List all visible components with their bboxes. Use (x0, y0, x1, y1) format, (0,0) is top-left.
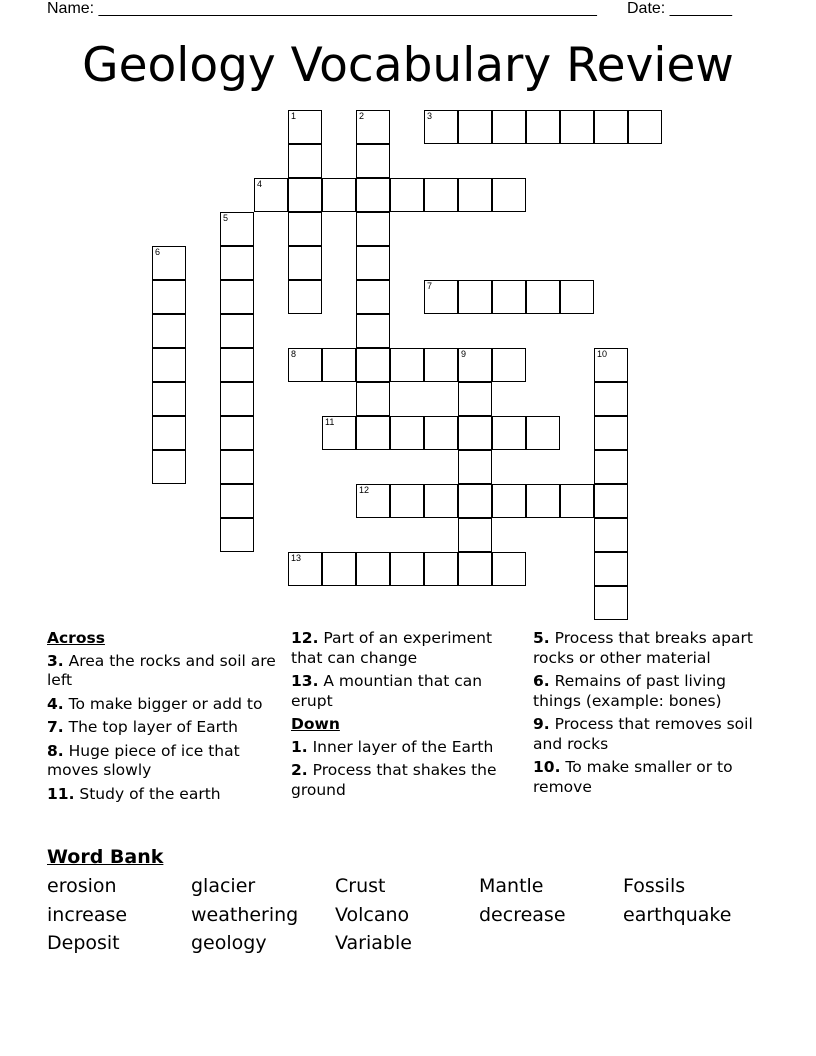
grid-cell[interactable] (424, 280, 458, 314)
grid-cell[interactable] (594, 110, 628, 144)
clue (47, 695, 279, 715)
clue-number: 9. (533, 715, 550, 733)
clue-number: 6 (155, 247, 161, 257)
grid-cell[interactable] (492, 416, 526, 450)
clue-number: 11. (47, 784, 75, 803)
grid-cell[interactable] (356, 110, 390, 144)
grid-cell[interactable] (288, 110, 322, 144)
word-bank-item: earthquake (623, 903, 732, 926)
word-bank-item: decrease (479, 903, 566, 926)
clue-number: 7. (47, 718, 64, 736)
grid-cell[interactable] (288, 552, 322, 586)
clue-number: 1. (291, 737, 308, 756)
grid-cell[interactable] (390, 552, 424, 586)
grid-cell[interactable] (526, 416, 560, 450)
grid-cell[interactable] (458, 178, 492, 212)
grid-cell[interactable] (322, 552, 356, 586)
clue-number: 10. (533, 758, 561, 776)
word-bank-item: weathering (191, 903, 299, 926)
grid-cell[interactable] (458, 484, 492, 518)
grid-cell[interactable] (356, 552, 390, 586)
grid-cell[interactable] (390, 416, 424, 450)
grid-cell[interactable] (560, 110, 594, 144)
grid-cell[interactable] (390, 484, 424, 518)
word-bank-item: glacier (191, 875, 256, 897)
grid-cell[interactable] (356, 382, 390, 416)
word-bank-item: Crust (335, 875, 386, 897)
clues-column-2 (291, 629, 523, 804)
clue (47, 785, 279, 805)
clue-number: 9 (461, 349, 467, 359)
grid-cell[interactable] (356, 484, 390, 518)
grid-cell[interactable] (220, 280, 254, 314)
grid-cell[interactable] (594, 450, 628, 484)
clue-number: 2. (291, 761, 308, 779)
grid-cell[interactable] (492, 348, 526, 382)
grid-cell[interactable] (356, 144, 390, 178)
grid-cell[interactable] (152, 450, 186, 484)
grid-cell[interactable] (356, 178, 390, 212)
section-heading-across: Across (47, 629, 105, 647)
grid-cell[interactable] (220, 246, 254, 280)
clue-number: 8 (291, 349, 297, 359)
page-title: Geology Vocabulary Review (82, 38, 734, 93)
clue (291, 761, 523, 800)
grid-cell[interactable] (458, 348, 492, 382)
grid-cell[interactable] (390, 178, 424, 212)
grid-cell[interactable] (220, 314, 254, 348)
grid-cell[interactable] (560, 484, 594, 518)
grid-cell[interactable] (594, 518, 628, 552)
clue-text: To make bigger or add to (63, 694, 263, 713)
grid-cell[interactable] (220, 518, 254, 552)
word-bank-item: erosion (47, 875, 117, 897)
grid-cell[interactable] (492, 552, 526, 586)
section-heading-down: Down (291, 715, 340, 733)
grid-cell[interactable] (594, 416, 628, 450)
grid-cell[interactable] (458, 110, 492, 144)
clue (47, 742, 279, 781)
grid-cell[interactable] (356, 416, 390, 450)
grid-cell[interactable] (220, 382, 254, 416)
grid-cell[interactable] (152, 246, 186, 280)
grid-cell[interactable] (322, 348, 356, 382)
grid-cell[interactable] (220, 348, 254, 382)
grid-cell[interactable] (424, 178, 458, 212)
grid-cell[interactable] (152, 348, 186, 382)
grid-cell[interactable] (458, 518, 492, 552)
grid-cell[interactable] (424, 348, 458, 382)
grid-cell[interactable] (458, 382, 492, 416)
clue-number: 3 (427, 111, 433, 121)
grid-cell[interactable] (628, 110, 662, 144)
clue-number: 5. (533, 629, 550, 647)
word-bank-item: Volcano (335, 903, 410, 926)
clue-text: Huge piece of ice that moves slowly (47, 741, 240, 779)
word-bank-item: increase (47, 903, 128, 926)
clue (533, 715, 773, 754)
clue-number: 10 (597, 349, 608, 359)
clue-number: 6. (533, 672, 550, 690)
grid-cell[interactable] (424, 110, 458, 144)
grid-cell[interactable] (526, 110, 560, 144)
grid-cell[interactable] (220, 212, 254, 246)
grid-cell[interactable] (356, 314, 390, 348)
grid-cell[interactable] (492, 110, 526, 144)
clue-text: Process that breaks apart rocks or other material (533, 629, 753, 667)
name-field[interactable]: Name: ________________________________________________________ (47, 0, 597, 17)
grid-cell[interactable] (594, 552, 628, 586)
grid-cell[interactable] (356, 348, 390, 382)
clue (47, 652, 279, 691)
clue-number: 5 (223, 213, 229, 223)
grid-cell[interactable] (288, 280, 322, 314)
grid-cell[interactable] (424, 552, 458, 586)
clue-text: Process that shakes the ground (291, 761, 497, 799)
clue-number: 4. (47, 694, 64, 713)
grid-cell[interactable] (458, 280, 492, 314)
clue-text: Area the rocks and soil are left (47, 651, 276, 689)
grid-cell[interactable] (288, 212, 322, 246)
clue (533, 758, 773, 797)
grid-cell[interactable] (152, 280, 186, 314)
clue-number: 8. (47, 741, 64, 760)
grid-cell[interactable] (152, 382, 186, 416)
word-bank-item: Fossils (623, 875, 686, 897)
grid-cell[interactable] (458, 552, 492, 586)
grid-cell[interactable] (220, 416, 254, 450)
grid-cell[interactable] (492, 178, 526, 212)
word-bank-item: Deposit (47, 932, 120, 954)
clue-number: 12. (291, 629, 319, 647)
clue-number: 4 (257, 179, 263, 189)
word-bank-title: Word Bank (47, 846, 164, 868)
clue (47, 718, 279, 738)
clue-text: Inner layer of the Earth (307, 737, 494, 756)
word-bank-item: Mantle (479, 875, 544, 897)
grid-cell[interactable] (594, 586, 628, 620)
grid-cell[interactable] (356, 246, 390, 280)
grid-cell[interactable] (526, 280, 560, 314)
clue-text: Part of an experiment that can change (291, 629, 493, 667)
grid-cell[interactable] (390, 348, 424, 382)
clue (291, 738, 523, 758)
grid-cell[interactable] (152, 416, 186, 450)
grid-cell[interactable] (458, 416, 492, 450)
clue (533, 672, 773, 711)
clue-text: Process that removes soil and rocks (533, 715, 753, 753)
clue-text: To make smaller or to remove (533, 758, 733, 796)
grid-cell[interactable] (560, 280, 594, 314)
grid-cell[interactable] (492, 280, 526, 314)
word-bank-item: Variable (335, 932, 412, 954)
clue (291, 629, 523, 668)
clue-text: The top layer of Earth (63, 718, 238, 736)
grid-cell[interactable] (220, 484, 254, 518)
date-field[interactable]: Date: _______ (627, 0, 732, 17)
clue-number: 7 (427, 281, 433, 291)
grid-cell[interactable] (288, 144, 322, 178)
clue-number: 1 (291, 111, 297, 121)
clue-text: Remains of past living things (example: bones) (533, 672, 726, 710)
grid-cell[interactable] (254, 178, 288, 212)
grid-cell[interactable] (424, 416, 458, 450)
clue-number: 12 (359, 485, 370, 495)
grid-cell[interactable] (424, 484, 458, 518)
grid-cell[interactable] (356, 280, 390, 314)
clues-column-3 (533, 629, 773, 801)
grid-cell[interactable] (288, 246, 322, 280)
grid-cell[interactable] (526, 484, 560, 518)
grid-cell[interactable] (288, 178, 322, 212)
clue (291, 672, 523, 711)
grid-cell[interactable] (594, 484, 628, 518)
grid-cell[interactable] (322, 178, 356, 212)
grid-cell[interactable] (220, 450, 254, 484)
clue-number: 2 (359, 111, 365, 121)
grid-cell[interactable] (288, 348, 322, 382)
clue-number: 13 (291, 553, 302, 563)
clues-column-1 (47, 629, 279, 808)
grid-cell[interactable] (322, 416, 356, 450)
grid-cell[interactable] (152, 314, 186, 348)
grid-cell[interactable] (458, 450, 492, 484)
grid-cell[interactable] (594, 348, 628, 382)
word-bank-item: geology (191, 932, 267, 954)
clue-text: A mountian that can erupt (291, 672, 483, 710)
grid-cell[interactable] (594, 382, 628, 416)
clue-number: 3. (47, 651, 64, 670)
grid-cell[interactable] (356, 212, 390, 246)
clue-number: 13. (291, 672, 319, 690)
clue-text: Study of the earth (74, 784, 221, 803)
grid-cell[interactable] (492, 484, 526, 518)
clue-number: 11 (325, 417, 335, 427)
clue (533, 629, 773, 668)
